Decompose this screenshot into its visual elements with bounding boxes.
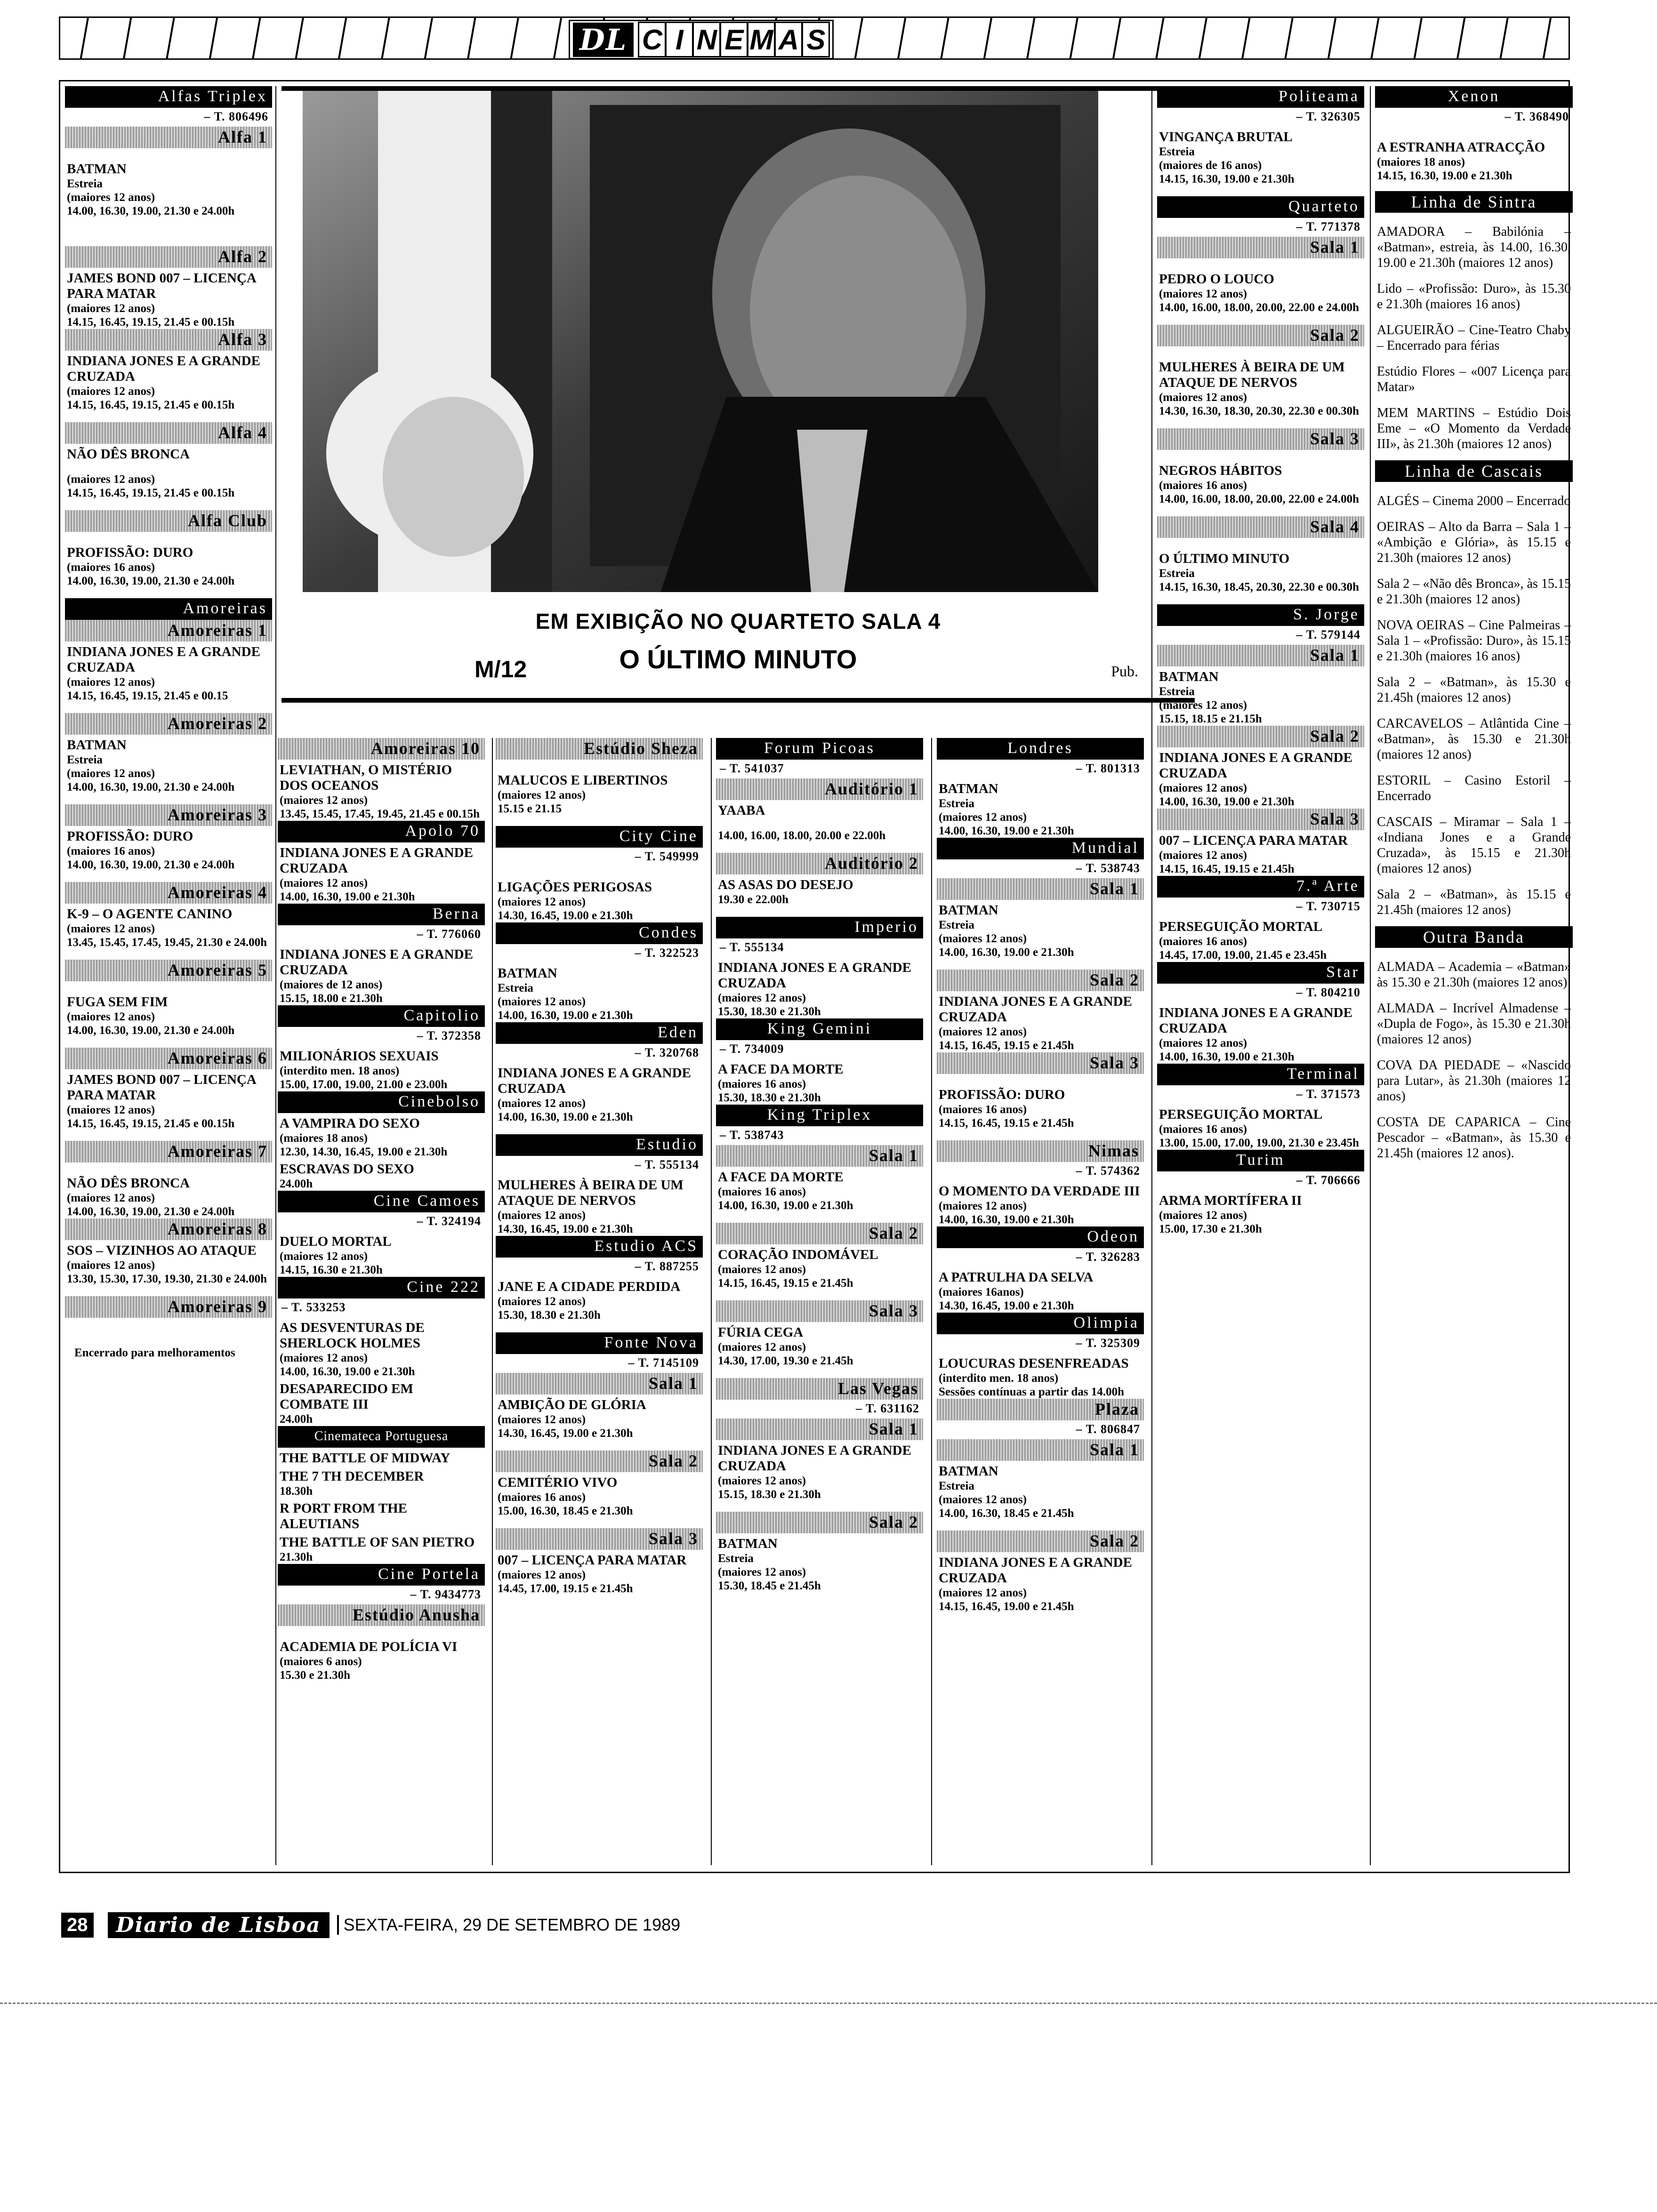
ad-rating: M/12	[475, 656, 527, 682]
cinema-header: Mundial	[937, 838, 1144, 859]
film-info: (maiores 12 anos) 14.15, 16.45, 19.15, 21.45 e 00.15h	[67, 1104, 235, 1130]
cinema-header: Terminal	[1157, 1064, 1364, 1085]
cinema-header: Olimpia	[937, 1313, 1144, 1334]
film-title: SOS – VIZINHOS AO ATAQUE	[67, 1243, 257, 1258]
film-info: Estreia (maiores 12 anos) 14.00, 16.30, 19.00, 21.30 e 24.00h	[67, 177, 235, 217]
film-info: (maiores 12 anos) 14.15, 16.45, 19.15, 21.45 e 00.15	[67, 676, 228, 702]
room-header: Alfa 2	[65, 246, 272, 268]
ad-block	[282, 86, 1195, 703]
film-title: BATMAN	[939, 781, 998, 796]
top-banner	[59, 16, 1570, 60]
phone: – T. 631162	[855, 1402, 919, 1415]
film-info: Estreia (maiores 12 anos) 15.15, 18.15 e 21.15h	[1159, 685, 1262, 725]
film-title: ESCRAVAS DO SEXO	[280, 1162, 414, 1177]
cinema-header: Imperio	[716, 917, 923, 938]
phone: – T. 706666	[1296, 1173, 1360, 1187]
room-header: Nimas	[937, 1140, 1144, 1162]
cinema-header: Quarteto	[1157, 196, 1364, 218]
film-title: INDIANA JONES E A GRANDE CRUZADA	[718, 1443, 911, 1474]
column-2	[278, 738, 485, 1865]
room-header: Sala 4	[1157, 516, 1364, 538]
film-title: JANE E A CIDADE PERDIDA	[498, 1279, 681, 1294]
phone: – T. 549999	[635, 850, 699, 863]
phone: – T. 324194	[417, 1214, 481, 1228]
film-title: INDIANA JONES E A GRANDE CRUZADA	[67, 644, 260, 675]
film-info: (maiores 16 anos) 14.00, 16.00, 18.00, 20.00, 22.00 e 24.00h	[1159, 479, 1359, 505]
dl-logo: DL	[573, 23, 634, 57]
film-info: (maiores 16 anos) 14.45, 17.00, 19.00, 21.45 e 23.45h	[1159, 935, 1327, 962]
film-info: (maiores 12 anos) 15.15 e 21.15	[498, 789, 586, 815]
region-header: Linha de Sintra	[1375, 191, 1573, 213]
film-title: ACADEMIA DE POLÍCIA VI	[280, 1639, 458, 1654]
issue-date: SEXTA-FEIRA, 29 DE SETEMBRO DE 1989	[337, 1915, 681, 1935]
film-info: (maiores 12 anos) 13.30, 15.30, 17.30, 19.30, 21.30 e 24.00h	[67, 1259, 267, 1285]
listings-frame	[59, 80, 1570, 1873]
room-header: Amoreiras 10	[278, 738, 485, 760]
room-header: Amoreiras 5	[65, 960, 272, 981]
film-title: VINGANÇA BRUTAL	[1159, 129, 1293, 144]
cinema-header: Apolo 70	[278, 821, 485, 842]
letter: C	[638, 22, 666, 57]
room-header: Auditório 1	[716, 778, 923, 800]
room-header: Alfa 1	[65, 127, 272, 148]
film-info: (maiores 12 anos) 14.30, 16.45, 19.00 e 21.30h	[498, 1209, 633, 1235]
column-6	[1157, 86, 1364, 1865]
film-title: BATMAN	[939, 903, 998, 918]
room-header: Sala 3	[1157, 428, 1364, 450]
film-title: BATMAN	[67, 737, 127, 753]
film-info: (maiores 16 anos) 14.00, 16.30, 19.00, 21.30 e 24.00h	[67, 561, 235, 587]
film-title: NÃO DÊS BRONCA	[67, 447, 190, 462]
ad-film-title: O ÚLTIMO MINUTO	[619, 644, 857, 674]
film-title: AMBIÇÃO DE GLÓRIA	[498, 1397, 646, 1412]
film-title: PROFISSÃO: DURO	[67, 545, 193, 560]
film-still-photo	[303, 91, 1098, 592]
film-title: MULHERES À BEIRA DE UM ATAQUE DE NERVOS	[1159, 360, 1345, 390]
region-header: Outra Banda	[1375, 926, 1573, 948]
column-5	[937, 738, 1144, 1865]
room-header: Sala 1	[1157, 645, 1364, 666]
film-title: INDIANA JONES E A GRANDE CRUZADA	[67, 353, 260, 384]
phone: – T. 734009	[720, 1042, 784, 1056]
cinema-header: Cine Portela	[278, 1564, 485, 1586]
film-info: (maiores 18 anos) 12.30, 14.30, 16.45, 19.00 e 21.30h	[280, 1132, 448, 1158]
film-title: LEVIATHAN, O MISTÉRIO DOS OCEANOS	[280, 762, 452, 793]
phone: – T. 372358	[417, 1029, 481, 1042]
film-info: (maiores 12 anos) 14.00, 16.30, 19.00 e 21.30h	[1159, 782, 1295, 808]
phone: – T. 806847	[1076, 1422, 1140, 1436]
room-header: Amoreiras 6	[65, 1048, 272, 1069]
film-info: (maiores 12 anos) 14.00, 16.30, 19.00 e 21.30h	[498, 1097, 633, 1123]
film-info: (maiores 6 anos) 15.30 e 21.30h	[280, 1655, 362, 1682]
film-info: (maiores 16 anos) 14.00, 16.30, 19.00 e 21.30h	[718, 1186, 853, 1212]
film-info: (maiores 12 anos) 14.15, 16.45, 19.15 e 21.45h	[939, 1026, 1074, 1052]
film-title: LIGAÇÕES PERIGOSAS	[498, 880, 652, 895]
cinema-header: Cine 222	[278, 1277, 485, 1298]
column-4	[716, 738, 923, 1865]
film-title: FÚRIA CEGA	[718, 1325, 804, 1340]
film-title: FUGA SEM FIM	[67, 994, 168, 1010]
film-info: (maiores 12 anos) 14.00, 16.30, 19.00 e 21.30h	[1159, 1037, 1295, 1063]
film-title: K-9 – O AGENTE CANINO	[67, 906, 233, 922]
film-info: Encerrado para melhoramentos	[74, 1346, 235, 1359]
film-title: O ÚLTIMO MINUTO	[1159, 551, 1290, 566]
phone: – T. 887255	[635, 1259, 699, 1273]
film-info: Estreia (maiores 12 anos) 15.30, 18.45 e 21.45h	[718, 1552, 821, 1592]
room-header: Sala 1	[937, 878, 1144, 900]
phone: – T. 326283	[1076, 1250, 1140, 1264]
phone: – T. 555134	[720, 940, 784, 954]
film-title: THE BATTLE OF SAN PIETRO	[280, 1535, 475, 1550]
listing-entry: Sala 2 – «Batman», às 15.15 e 21.45h (maiores 12 anos)	[1377, 887, 1571, 917]
film-title: BATMAN	[498, 966, 557, 981]
film-title: INDIANA JONES E A GRANDE CRUZADA	[498, 1066, 691, 1096]
film-title: A FACE DA MORTE	[718, 1062, 844, 1077]
room-header: Sala 1	[716, 1419, 923, 1440]
film-info: (maiores 12 anos) 14.45, 17.00, 19.15 e 21.45h	[498, 1569, 633, 1595]
cinema-header: Alfas Triplex	[65, 86, 272, 108]
letter: M	[747, 22, 775, 57]
ad-pub: Pub.	[1111, 663, 1138, 680]
film-info: 19.30 e 22.00h	[718, 893, 788, 906]
phone: – T. 371573	[1296, 1087, 1360, 1101]
film-info: (maiores 12 anos) 14.15, 16.45, 19.15, 21.45 e 00.15h	[67, 385, 235, 411]
room-header: Sala 1	[1157, 237, 1364, 258]
listing-entry: COSTA DE CAPARICA – Cine Pescador – «Batman», às 15.30 e 21.45h (maiores 12 anos).	[1377, 1115, 1571, 1161]
room-header: Amoreiras 1	[65, 620, 272, 641]
room-header: Alfa Club	[65, 510, 272, 532]
film-info: (maiores 16 anos) 14.15, 16.45, 19.15 e 21.45h	[939, 1103, 1074, 1130]
newspaper-page	[59, 16, 1570, 1904]
phone: – T. 7145109	[628, 1356, 699, 1370]
film-info: Estreia (maiores 12 anos) 14.00, 16.30, 19.00 e 21.30h	[498, 982, 633, 1022]
film-title: BATMAN	[1159, 669, 1219, 684]
film-title: BATMAN	[939, 1464, 998, 1479]
film-info: 14.00, 16.00, 18.00, 20.00 e 22.00h	[718, 829, 886, 842]
cinema-header: S. Jorge	[1157, 604, 1364, 626]
room-header: Sala 1	[937, 1439, 1144, 1461]
film-info: (maiores de 12 anos) 15.15, 18.00 e 21.30h	[280, 978, 383, 1005]
film-title: A FACE DA MORTE	[718, 1170, 844, 1185]
film-info: (maiores 16anos) 14.30, 16.45, 19.00 e 21.30h	[939, 1286, 1074, 1312]
column-7	[1375, 86, 1573, 1865]
newspaper-logo: Diario de Lisboa	[108, 1912, 330, 1938]
cinema-header: Star	[1157, 962, 1364, 984]
cinema-header: Turim	[1157, 1150, 1364, 1171]
film-info: (maiores 12 anos) 14.30, 16.45, 19.00 e 21.30h	[498, 896, 633, 922]
film-title: O MOMENTO DA VERDADE III	[939, 1184, 1140, 1199]
room-header: Sala 3	[1157, 809, 1364, 830]
room-header: Sala 2	[937, 1531, 1144, 1552]
film-title: INDIANA JONES E A GRANDE CRUZADA	[718, 960, 911, 991]
film-info: (interdito men. 18 anos) 15.00, 17.00, 19.00, 21.00 e 23.00h	[280, 1065, 448, 1091]
phone: – T. 538743	[1076, 861, 1140, 875]
film-info: (maiores 12 anos) 15.00, 17.30 e 21.30h	[1159, 1209, 1262, 1235]
listing-entry: ALGUEIRÃO – Cine-Teatro Chaby – Encerrado para férias	[1377, 323, 1571, 353]
phone: – T. 806496	[204, 110, 268, 123]
phone: – T. 555134	[635, 1158, 699, 1171]
film-info: (maiores 12 anos) 13.45, 15.45, 17.45, 19.45, 21.45 e 00.15h	[280, 794, 480, 820]
film-info: (maiores 12 anos) 14.00, 16.30, 19.00 e 21.30h	[939, 1200, 1074, 1226]
film-info: (maiores 12 anos) 14.15, 16.45, 19.15 e 21.45h	[718, 1263, 853, 1290]
film-title: PERSEGUIÇÃO MORTAL	[1159, 1107, 1323, 1122]
page-number: 28	[61, 1913, 94, 1938]
film-info: (maiores 16 anos) 15.30, 18.30 e 21.30h	[718, 1078, 821, 1104]
film-title: INDIANA JONES E A GRANDE CRUZADA	[939, 1555, 1132, 1586]
film-info: (maiores 12 anos) 14.00, 16.30, 19.00, 21.30 e 24.00h	[67, 1010, 235, 1037]
film-info: Estreia (maiores 12 anos) 14.00, 16.30, 18.45 e 21.45h	[939, 1480, 1074, 1520]
film-info: (maiores 12 anos) 14.00, 16.30, 19.00 e 21.30h	[280, 877, 415, 903]
film-info: Estreia (maiores de 16 anos) 14.15, 16.30, 19.00 e 21.30h	[1159, 145, 1295, 185]
phone: – T. 730715	[1296, 899, 1360, 913]
ad-caption: EM EXIBIÇÃO NO QUARTETO SALA 4	[535, 609, 941, 633]
film-info: Estreia (maiores 12 anos) 14.00, 16.30, 19.00 e 21.30h	[939, 797, 1074, 837]
phone: – T. 574362	[1076, 1164, 1140, 1178]
room-header: Estúdio Sheza	[496, 738, 703, 760]
phone: – T. 771378	[1296, 220, 1360, 233]
film-info: (maiores 12 anos) 14.00, 16.30, 19.00 e 21.30h	[280, 1352, 415, 1378]
phone: – T. 326305	[1296, 110, 1360, 123]
film-title: NEGROS HÁBITOS	[1159, 463, 1282, 478]
listing-entry: COVA DA PIEDADE – «Nascido para Lutar», às 21.30h (maiores 12 anos)	[1377, 1058, 1571, 1104]
column-3	[496, 738, 703, 1865]
room-header: Sala 3	[496, 1528, 703, 1550]
cinema-header: Amoreiras	[65, 598, 272, 620]
column-1	[65, 86, 272, 1865]
film-info: (maiores 12 anos) 14.00, 16.00, 18.00, 20.00, 22.00 e 24.00h	[1159, 288, 1359, 314]
cinema-header: Cine Camoes	[278, 1191, 485, 1212]
page-footer	[61, 1911, 680, 1939]
film-info: (maiores 12 anos) 14.30, 17.00, 19.30 e 21.45h	[718, 1341, 853, 1367]
cinema-header: City Cine	[496, 826, 703, 848]
film-info: (maiores 16 anos) 15.00, 16.30, 18.45 e 21.30h	[498, 1491, 633, 1517]
phone: – T. 322523	[635, 946, 699, 960]
film-title: INDIANA JONES E A GRANDE CRUZADA	[280, 845, 473, 876]
letter: N	[692, 22, 721, 57]
phone: – T. 579144	[1296, 628, 1360, 641]
letter: A	[774, 22, 803, 57]
cinema-header: Fonte Nova	[496, 1332, 703, 1354]
film-title: DESAPARECIDO EM COMBATE III	[280, 1381, 413, 1412]
room-header: Amoreiras 4	[65, 882, 272, 904]
phone: – T. 776060	[417, 927, 481, 941]
fold-line	[0, 2003, 1657, 2004]
film-title: A ESTRANHA ATRACÇÃO	[1377, 140, 1545, 155]
listing-entry: MEM MARTINS – Estúdio Dois Eme – «O Momento da Verdade III», às 21.30h (maiores 12 anos)	[1377, 406, 1571, 451]
phone: – T. 541037	[720, 761, 784, 775]
letter: I	[665, 22, 693, 57]
film-info: (maiores 12 anos) 14.30, 16.45, 19.00 e 21.30h	[498, 1413, 633, 1440]
film-title: A PATRULHA DA SELVA	[939, 1270, 1094, 1285]
listing-entry: ALMADA – Academia – «Batman» às 15.30 e 21.30h (maiores 12 anos)	[1377, 960, 1571, 990]
film-info: 24.00h	[280, 1413, 313, 1426]
listing-entry: ALMADA – Incrível Almadense – «Dupla de Fogo», às 15.30 e 21.30h (maiores 12 anos)	[1377, 1001, 1571, 1047]
phone: – T. 538743	[720, 1128, 784, 1142]
phone: – T. 320768	[635, 1046, 699, 1059]
film-title: MILIONÁRIOS SEXUAIS	[280, 1049, 439, 1064]
cinema-header: 7.ª Arte	[1157, 876, 1364, 898]
film-title: CEMITÉRIO VIVO	[498, 1475, 618, 1490]
film-title: NÃO DÊS BRONCA	[67, 1176, 190, 1191]
film-title: BATMAN	[718, 1536, 778, 1551]
room-header: Sala 2	[716, 1512, 923, 1533]
film-info: (maiores 16 anos) 13.00, 15.00, 17.00, 19.00, 21.30 e 23.45h	[1159, 1123, 1359, 1149]
film-info: (maiores 12 anos) 15.30, 18.30 e 21.30h	[718, 992, 821, 1018]
film-title: JAMES BOND 007 – LICENÇA PARA MATAR	[67, 1072, 256, 1103]
room-header: Sala 3	[716, 1300, 923, 1322]
cinema-header: Cinemateca Portuguesa	[278, 1426, 485, 1448]
listing-entry: ESTORIL – Casino Estoril – Encerrado	[1377, 773, 1571, 803]
film-info: (maiores 12 anos) 14.15, 16.45, 19.15, 21.45 e 00.15h	[67, 473, 235, 499]
film-title: PEDRO O LOUCO	[1159, 272, 1274, 287]
film-title: INDIANA JONES E A GRANDE CRUZADA	[1159, 750, 1352, 781]
film-title: INDIANA JONES E A GRANDE CRUZADA	[1159, 1005, 1352, 1036]
room-header: Sala 2	[716, 1223, 923, 1244]
film-info: (maiores 18 anos) 14.15, 16.30, 19.00 e 21.30h	[1377, 156, 1512, 182]
film-title: JAMES BOND 007 – LICENÇA PARA MATAR	[67, 271, 256, 301]
film-info: (maiores 12 anos) 14.30, 16.30, 18.30, 20.30, 22.30 e 00.30h	[1159, 391, 1359, 417]
cinema-header: Xenon	[1375, 86, 1573, 108]
film-title: BATMAN	[67, 161, 127, 176]
film-title: 007 – LICENÇA PARA MATAR	[498, 1553, 687, 1568]
room-header: Alfa 3	[65, 329, 272, 351]
film-info: (maiores 16 anos) 14.00, 16.30, 19.00, 21.30 e 24.00h	[67, 845, 235, 871]
room-header: Amoreiras 9	[65, 1296, 272, 1318]
film-title: R PORT FROM THE ALEUTIANS	[280, 1501, 408, 1531]
cinemas-title	[638, 22, 829, 57]
letter: S	[802, 22, 830, 57]
cinema-header: Odeon	[937, 1226, 1144, 1248]
room-header: Auditório 2	[716, 853, 923, 874]
listing-entry: Sala 2 – «Batman», às 15.30 e 21.45h (maiores 12 anos)	[1377, 675, 1571, 705]
cinema-header: King Gemini	[716, 1018, 923, 1040]
listing-entry: Lido – «Profissão: Duro», às 15.30 e 21.30h (maiores 16 anos)	[1377, 281, 1571, 312]
phone: – T. 804210	[1296, 986, 1360, 999]
listing-entry: AMADORA – Babilónia – «Batman», estreia, às 14.00, 16.30, 19.00 e 21.30h (maiores 12 anos)	[1377, 224, 1571, 270]
film-title: PERSEGUIÇÃO MORTAL	[1159, 919, 1323, 934]
cinema-header: Estudio	[496, 1134, 703, 1156]
cinema-header: Forum Picoas	[716, 738, 923, 760]
film-title: YAABA	[718, 803, 765, 818]
film-title: THE 7 TH DECEMBER	[280, 1469, 424, 1484]
cinema-header: King Triplex	[716, 1105, 923, 1126]
film-title: 007 – LICENÇA PARA MATAR	[1159, 833, 1348, 848]
listing-entry: ALGÉS – Cinema 2000 – Encerrado	[1377, 494, 1571, 508]
film-info: (maiores 12 anos) 13.45, 15.45, 17.45, 19.45, 21.30 e 24.00h	[67, 922, 267, 949]
film-title: INDIANA JONES E A GRANDE CRUZADA	[280, 947, 473, 978]
film-info: Estreia 14.15, 16.30, 18.45, 20.30, 22.30 e 00.30h	[1159, 567, 1359, 593]
room-header: Sala 1	[716, 1145, 923, 1167]
film-title: AS ASAS DO DESEJO	[718, 877, 853, 892]
film-title: ARMA MORTÍFERA II	[1159, 1193, 1302, 1208]
phone: – T. 325309	[1076, 1336, 1140, 1350]
film-title: AS DESVENTURAS DE SHERLOCK HOLMES	[280, 1320, 425, 1351]
room-header: Estúdio Anusha	[278, 1604, 485, 1626]
cinema-header: Cinebolso	[278, 1091, 485, 1113]
film-info: 24.00h	[280, 1178, 313, 1190]
room-header: Sala 2	[1157, 325, 1364, 346]
film-title: DUELO MORTAL	[280, 1234, 392, 1249]
room-header: Alfa 4	[65, 422, 272, 444]
film-title: MULHERES À BEIRA DE UM ATAQUE DE NERVOS	[498, 1178, 684, 1208]
room-header: Sala 2	[1157, 726, 1364, 747]
section-masthead	[569, 20, 834, 59]
region-header: Linha de Cascais	[1375, 460, 1573, 482]
film-title: PROFISSÃO: DURO	[67, 829, 193, 844]
letter: E	[720, 22, 748, 57]
film-info: (interdito men. 18 anos) Sessões contínuas a partir das 14.00h	[939, 1372, 1125, 1398]
listing-entry: Sala 2 – «Não dês Bronca», às 15.15 e 21.30h (maiores 12 anos)	[1377, 577, 1571, 607]
film-info: (maiores 12 anos) 14.15, 16.30 e 21.30h	[280, 1250, 383, 1276]
cinema-header: Eden	[496, 1022, 703, 1044]
film-info: (maiores 12 anos) 14.15, 16.45, 19.15, 21.45 e 00.15h	[67, 302, 235, 329]
room-header: Amoreiras 3	[65, 804, 272, 826]
listing-entry: Estúdio Flores – «007 Licença para Matar»	[1377, 364, 1571, 394]
cinema-header: Politeama	[1157, 86, 1364, 108]
phone: – T. 9434773	[410, 1587, 481, 1601]
film-info: (maiores 12 anos) 14.00, 16.30, 19.00, 21.30 e 24.00h	[67, 1192, 235, 1218]
film-info: (maiores 12 anos) 14.15, 16.45, 19.15 e 21.45h	[1159, 849, 1295, 875]
phone: – T. 368490	[1504, 110, 1569, 123]
phone: – T. 533253	[282, 1300, 346, 1314]
film-title: MALUCOS E LIBERTINOS	[498, 773, 668, 788]
film-info: (maiores 12 anos) 14.15, 16.45, 19.00 e 21.45h	[939, 1587, 1074, 1613]
film-title: CORAÇÃO INDOMÁVEL	[718, 1247, 878, 1262]
room-header: Las Vegas	[716, 1378, 923, 1400]
room-header: Sala 3	[937, 1052, 1144, 1074]
film-title: INDIANA JONES E A GRANDE CRUZADA	[939, 994, 1132, 1025]
room-header: Sala 2	[496, 1451, 703, 1472]
room-header: Amoreiras 7	[65, 1141, 272, 1162]
film-info: Estreia (maiores 12 anos) 14.00, 16.30, 19.00 e 21.30h	[939, 919, 1074, 959]
phone: – T. 801313	[1076, 761, 1140, 775]
film-info: (maiores 12 anos) 15.15, 18.30 e 21.30h	[718, 1475, 821, 1501]
listing-entry: CARCAVELOS – Atlântida Cine – «Batman», às 15.30 e 21.30h (maiores 12 anos)	[1377, 716, 1571, 762]
cinema-header: Condes	[496, 922, 703, 944]
listing-entry: OEIRAS – Alto da Barra – Sala 1 – «Ambição e Glória», às 15.15 e 21.30h (maiores 12 anos)	[1377, 520, 1571, 565]
room-header: Sala 2	[937, 970, 1144, 991]
film-title: THE BATTLE OF MIDWAY	[280, 1451, 450, 1466]
film-title: A VAMPIRA DO SEXO	[280, 1116, 420, 1131]
film-info: 18.30h	[280, 1485, 313, 1498]
film-title: PROFISSÃO: DURO	[939, 1087, 1065, 1102]
film-info: 21.30h	[280, 1551, 313, 1563]
cinema-header: Capitolio	[278, 1005, 485, 1027]
film-info: Estreia (maiores 12 anos) 14.00, 16.30, 19.00, 21.30 e 24.00h	[67, 753, 235, 793]
room-header: Sala 1	[496, 1373, 703, 1395]
cinema-header: Estudio ACS	[496, 1236, 703, 1258]
listing-entry: CASCAIS – Miramar – Sala 1 – «Indiana Jones e a Grande Cruzada», às 15.15 e 21.30h (maiores 12 anos)	[1377, 815, 1571, 876]
cinema-header: Berna	[278, 904, 485, 925]
room-header: Plaza	[937, 1399, 1144, 1420]
listing-entry: NOVA OEIRAS – Cine Palmeiras – Sala 1 – «Profissão: Duro», às 15.15 e 21.30h (maiores 16 anos)	[1377, 618, 1571, 664]
film-title: LOUCURAS DESENFREADAS	[939, 1356, 1129, 1371]
film-info: (maiores 12 anos) 15.30, 18.30 e 21.30h	[498, 1295, 601, 1322]
cinema-header: Londres	[937, 738, 1144, 760]
room-header: Amoreiras 8	[65, 1218, 272, 1240]
room-header: Amoreiras 2	[65, 713, 272, 735]
